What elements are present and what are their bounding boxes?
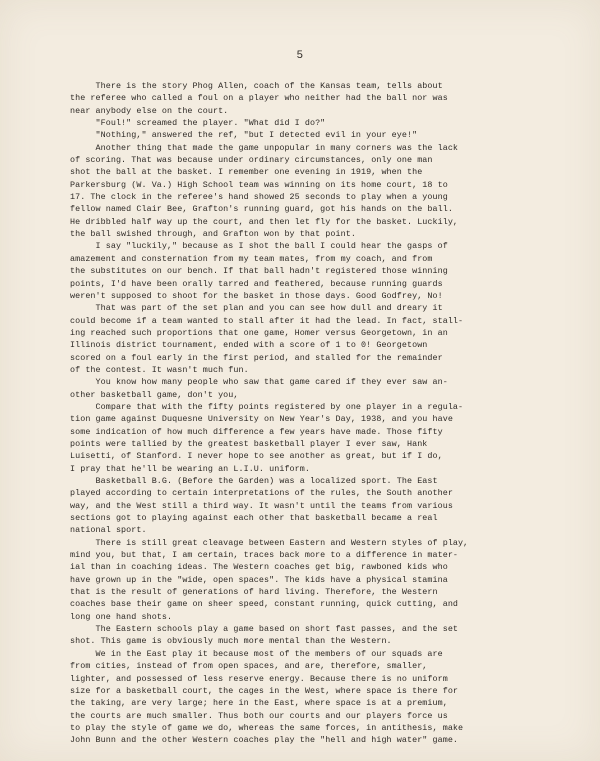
text-line: That was part of the set plan and you can see how dull and dreary it [70, 303, 443, 314]
text-line: Illinois district tournament, ended with a score of 1 to 0! Georgetown [70, 340, 428, 351]
text-line: near anybody else on the court. [70, 105, 229, 116]
text-line: other basketball game, don't you, [70, 389, 239, 400]
text-line: points, I'd have been orally tarred and feathered, because running guards [70, 278, 443, 289]
text-line: There is still great cleavage between Eastern and Western styles of play, [70, 537, 469, 548]
text-line: the ball swished through, and Grafton won by that point. [70, 229, 356, 240]
text-line: There is the story Phog Allen, coach of the Kansas team, tells about [70, 81, 443, 91]
text-line: "Foul!" screamed the player. "What did I do?" [70, 118, 326, 129]
text-line: sections got to playing against each other that basketball became a real [70, 513, 438, 524]
text-line: We in the East play it because most of the members of our squads are [70, 648, 443, 659]
text-line: 17. The clock in the referee's hand showed 25 seconds to play when a young [70, 192, 448, 203]
text-line: that is the result of generations of hard living. Therefore, the Western [70, 587, 438, 598]
text-line: I pray that he'll be wearing an L.I.U. uniform. [70, 463, 310, 474]
text-line: I say "luckily," because as I shot the ball I could hear the gasps of [70, 241, 448, 252]
text-line: John Bunn and the other Western coaches play the "hell and high water" game. [70, 735, 459, 746]
text-line: to play the style of game we do, whereas the same forces, in antithesis, make [70, 722, 464, 733]
text-line: He dribbled half way up the court, and then let fly for the basket. Luckily, [70, 216, 459, 227]
text-line: have grown up in the "wide, open spaces". The kids have a physical stamina [70, 574, 448, 585]
text-line: ial than in coaching ideas. The Western coaches get big, rawboned kids who [70, 562, 448, 573]
text-line: could become if a team wanted to stall after it had the lead. In fact, stall- [70, 315, 464, 326]
text-line: from cities, instead of from open spaces, and are, therefore, smaller, [70, 661, 428, 672]
text-line: the taking, are very large; here in the East, where space is at a premium, [70, 698, 448, 709]
body-text [70, 80, 550, 747]
text-line: Another thing that made the game unpopular in many corners was the lack [70, 142, 459, 153]
text-line: You know how many people who saw that game cared if they ever saw an- [70, 377, 448, 388]
text-line: amazement and consternation from my team mates, from my coach, and from [70, 253, 433, 264]
text-line: Parkersburg (W. Va.) High School team was winning on its home court, 18 to [70, 179, 448, 190]
text-line: the referee who called a foul on a player who neither had the ball nor was [70, 93, 448, 104]
text-line: the courts are much smaller. Thus both our courts and our players force us [70, 710, 448, 721]
text-line: national sport. [70, 525, 147, 536]
text-line: played according to certain interpretations of the rules, the South another [70, 488, 453, 499]
text-line: size for a basketball court, the cages in the West, where space is there for [70, 685, 459, 696]
text-line: The Eastern schools play a game based on short fast passes, and the set [70, 624, 459, 635]
text-line: tion game against Duquesne University on New Year's Day, 1938, and you have [70, 414, 453, 425]
text-line: mind you, but that, I am certain, traces back more to a difference in mater- [70, 550, 459, 561]
text-line: of the contest. It wasn't much fun. [70, 364, 249, 375]
text-line: scored on a foul early in the first period, and stalled for the remainder [70, 352, 443, 363]
text-line: Luisetti, of Stanford. I never hope to see another as great, but if I do, [70, 451, 443, 462]
text-line: long one hand shots. [70, 611, 173, 622]
text-line: ing reached such proportions that one game, Homer versus Georgetown, in an [70, 327, 448, 338]
text-line: the substitutes on our bench. If that ball hadn't registered those winning [70, 266, 448, 277]
text-line: way, and the West still a third way. It wasn't until the teams from various [70, 500, 453, 511]
text-line: some indication of how much difference a few years have made. Those fifty [70, 426, 443, 437]
text-line: coaches base their game on sheer speed, constant running, quick cutting, and [70, 599, 459, 610]
text-line: of scoring. That was because under ordinary circumstances, only one man [70, 155, 433, 166]
text-line: fellow named Clair Bee, Grafton's running guard, got his hands on the ball. [70, 204, 453, 215]
text-line: weren't supposed to shoot for the basket in those days. Good Godfrey, No! [70, 290, 443, 301]
page-number: 5 [296, 50, 304, 62]
text-line: "Nothing," answered the ref, "but I detected evil in your eye!" [70, 130, 418, 141]
text-line: Compare that with the fifty points registered by one player in a regula- [70, 401, 464, 412]
text-line: points were tallied by the greatest basketball player I ever saw, Hank [70, 438, 428, 449]
text-line: shot the ball at the basket. I remember one evening in 1919, when the [70, 167, 423, 178]
text-line: lighter, and possessed of less reserve energy. Because there is no uniform [70, 673, 448, 684]
text-line: shot. This game is obviously much more mental than the Western. [70, 636, 392, 647]
text-line: Basketball B.G. (Before the Garden) was a localized sport. The East [70, 476, 438, 486]
